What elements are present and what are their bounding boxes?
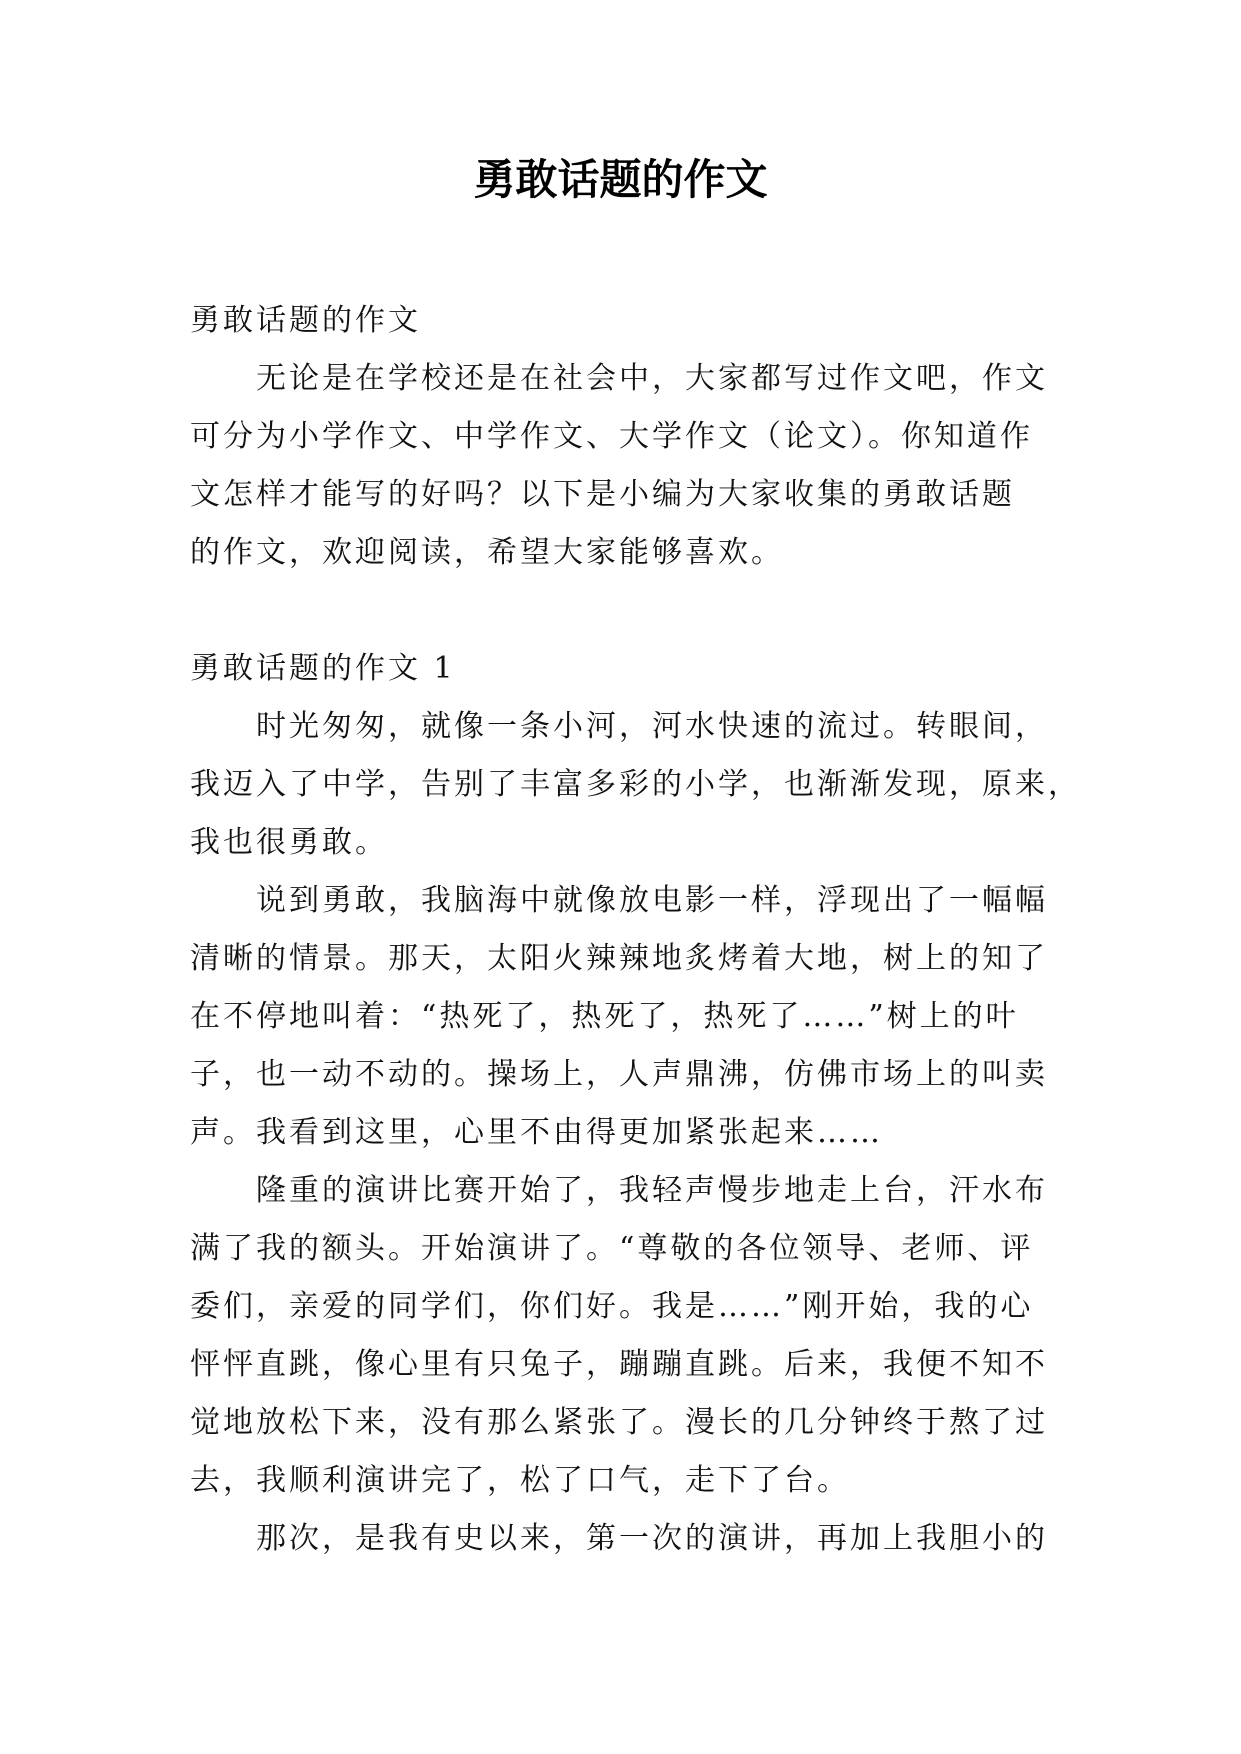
paragraph-line: 的作文，欢迎阅读，希望大家能够喜欢。 bbox=[190, 535, 784, 570]
paragraph-line: 觉地放松下来，没有那么紧张了。漫长的几分钟终于熬了过 bbox=[190, 1405, 1048, 1440]
intro-paragraph bbox=[190, 350, 1050, 582]
paragraph-line: 无论是在学校还是在社会中，大家都写过作文吧，作文 bbox=[256, 361, 1048, 396]
paragraph-line: 文怎样才能写的好吗？以下是小编为大家收集的勇敢话题 bbox=[190, 477, 1015, 512]
paragraph-line: 怦怦直跳，像心里有只兔子，蹦蹦直跳。后来，我便不知不 bbox=[190, 1347, 1048, 1382]
body-paragraph-2 bbox=[190, 872, 1050, 1162]
body-paragraph-1 bbox=[190, 698, 1081, 872]
paragraph-line: 声。我看到这里，心里不由得更加紧张起来…… bbox=[190, 1115, 883, 1150]
paragraph-line: 去，我顺利演讲完了，松了口气，走下了台。 bbox=[190, 1463, 850, 1498]
paragraph-line: 子，也一动不动的。操场上，人声鼎沸，仿佛市场上的叫卖 bbox=[190, 1057, 1048, 1092]
blank-line bbox=[190, 582, 1050, 640]
paragraph-line: 在不停地叫着：“热死了，热死了，热死了……”树上的叶 bbox=[190, 999, 1019, 1034]
paragraph-line: 隆重的演讲比赛开始了，我轻声慢步地走上台，汗水布 bbox=[256, 1173, 1048, 1208]
intro-heading: 勇敢话题的作文 bbox=[190, 303, 421, 338]
section-heading: 勇敢话题的作文 1 bbox=[190, 651, 456, 686]
paragraph-line: 说到勇敢，我脑海中就像放电影一样，浮现出了一幅幅 bbox=[256, 883, 1048, 918]
document-body bbox=[190, 292, 1081, 1568]
body-paragraph-3 bbox=[190, 1162, 1050, 1510]
paragraph-line: 委们，亲爱的同学们，你们好。我是……”刚开始，我的心 bbox=[190, 1289, 1034, 1324]
paragraph-line: 清晰的情景。那天，太阳火辣辣地炙烤着大地，树上的知了 bbox=[190, 941, 1048, 976]
paragraph-line: 我迈入了中学，告别了丰富多彩的小学，也渐渐发现，原来， bbox=[190, 767, 1081, 802]
paragraph-line: 那次，是我有史以来，第一次的演讲，再加上我胆小的 bbox=[256, 1521, 1048, 1556]
paragraph-line: 我也很勇敢。 bbox=[190, 825, 388, 860]
paragraph-line: 满了我的额头。开始演讲了。“尊敬的各位领导、老师、评 bbox=[190, 1231, 1034, 1266]
document-title: 勇敢话题的作文 bbox=[473, 155, 768, 204]
paragraph-line: 时光匆匆，就像一条小河，河水快速的流过。转眼间， bbox=[256, 709, 1048, 744]
paragraph-line: 可分为小学作文、中学作文、大学作文（论文）。你知道作 bbox=[190, 419, 1033, 454]
body-paragraph-4 bbox=[190, 1510, 1050, 1568]
